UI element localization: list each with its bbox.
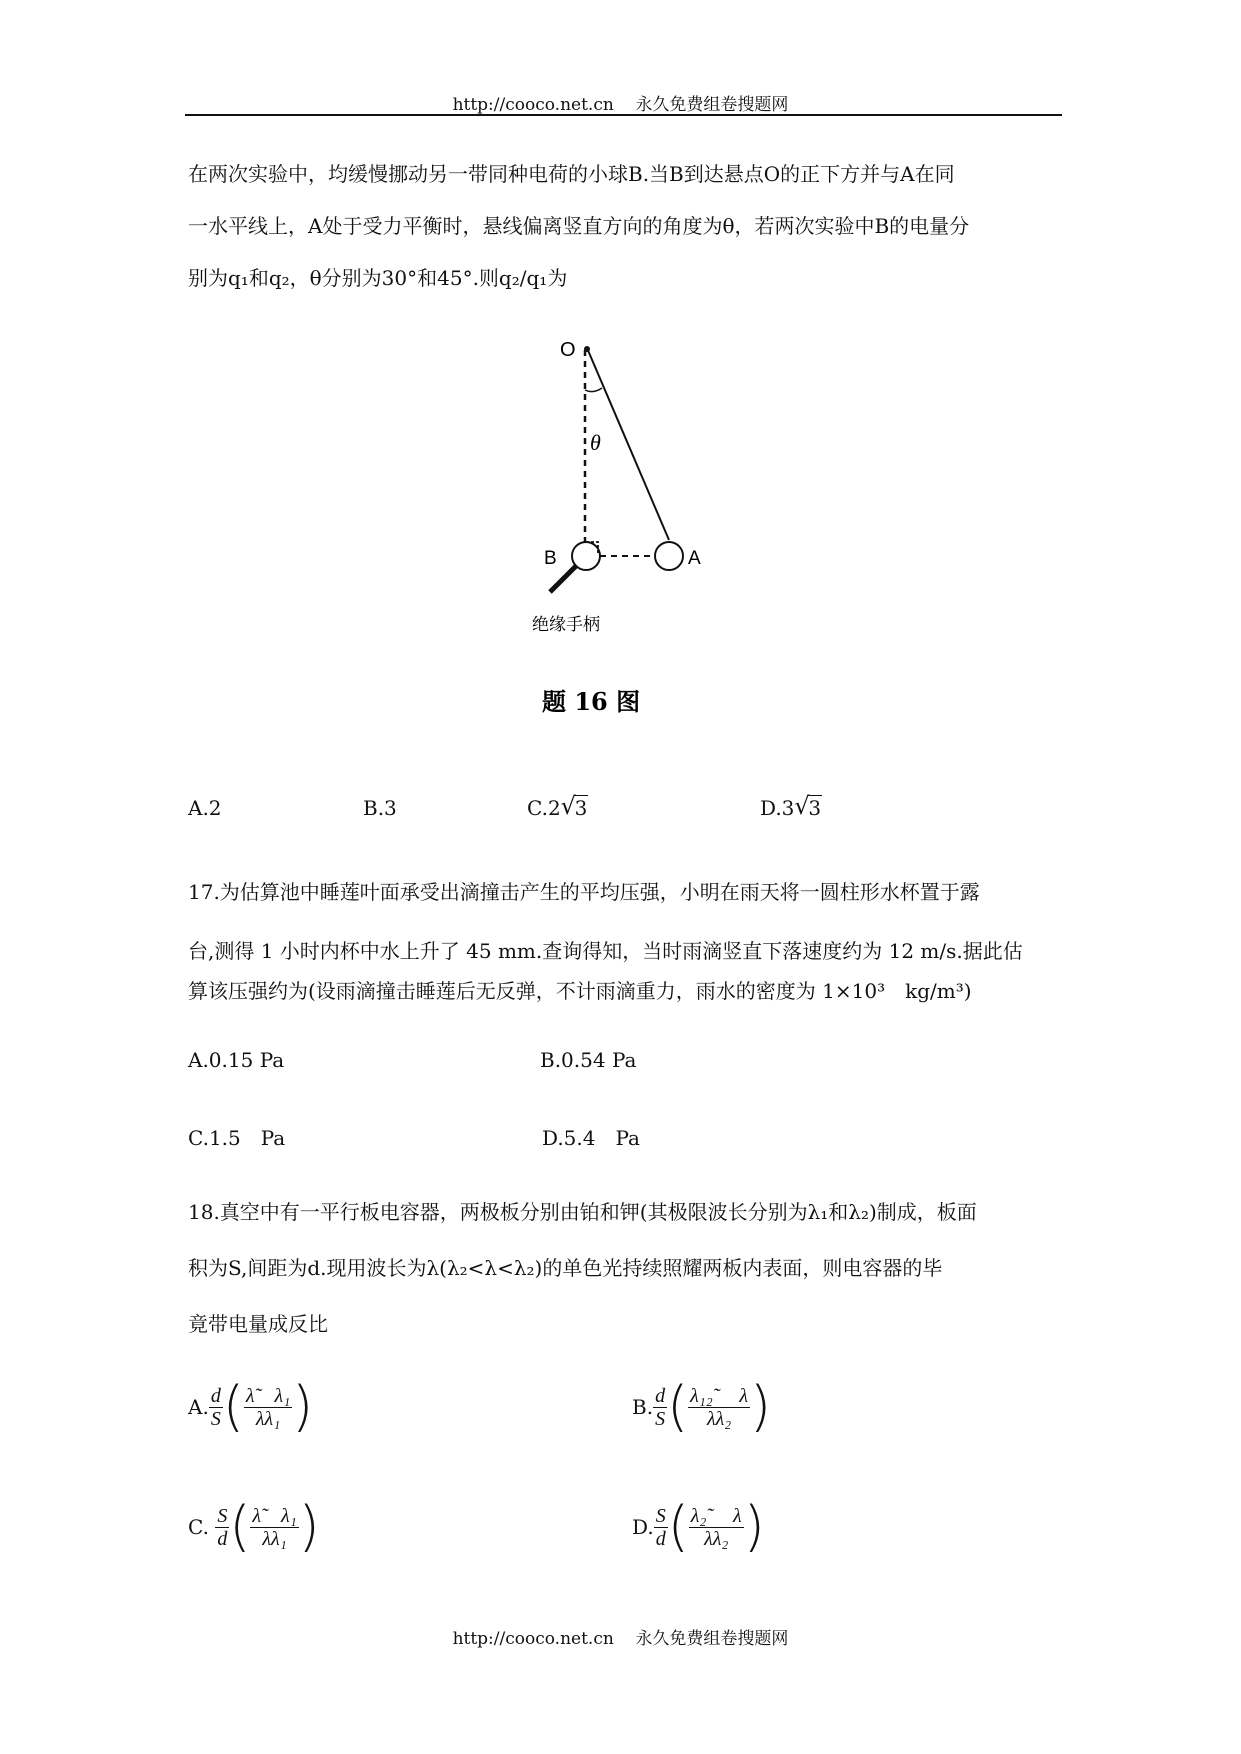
label-theta: θ — [590, 430, 601, 455]
label-a: A — [688, 548, 701, 569]
q16-choice-c[interactable] — [527, 792, 588, 820]
q18-choice-a[interactable] — [188, 1375, 314, 1438]
outer-denominator: d — [655, 1527, 666, 1550]
outer-denominator: S — [655, 1407, 666, 1430]
q18-choice-b[interactable] — [632, 1375, 772, 1438]
inner-fraction — [250, 1505, 298, 1550]
q17-choice-d[interactable]: D.5.4 Pa — [542, 1126, 640, 1150]
outer-fraction — [654, 1505, 668, 1550]
q17-choice-b[interactable]: B.0.54 Pa — [540, 1048, 637, 1072]
q16-choice-d[interactable] — [760, 792, 822, 820]
inner-numerator: λ₂˜ λ — [690, 1504, 742, 1527]
label-o: O — [560, 339, 576, 361]
header-site-url[interactable]: http://cooco.net.cn — [452, 95, 614, 115]
outer-fraction — [209, 1385, 223, 1430]
q16-figure — [520, 330, 740, 730]
q18-choice-d[interactable] — [632, 1495, 765, 1558]
page-header — [0, 90, 1241, 115]
q16-line-1: 在两次实验中，均缓慢挪动另一带同种电荷的小球B.当B到达悬点O的正下方并与A在同 — [188, 162, 955, 186]
outer-fraction — [653, 1385, 667, 1430]
q16-choice-c-prefix: C.2 — [527, 796, 561, 820]
right-paren-icon: ) — [743, 1495, 765, 1558]
choice-letter: C. — [188, 1515, 209, 1539]
q18-choice-c[interactable] — [188, 1495, 320, 1558]
sqrt-icon: √ 3 — [560, 792, 588, 820]
left-paren-icon: ( — [667, 1495, 689, 1558]
inner-numerator: λ₁₂˜ λ — [690, 1384, 749, 1407]
q16-line-3: 别为q₁和q₂，θ分别为30°和45°.则q₂/q₁为 — [188, 266, 568, 290]
page-footer — [0, 1624, 1241, 1649]
header-tagline: 永久免费组卷搜题网 — [635, 95, 789, 115]
header-divider — [185, 114, 1062, 116]
q18-line-1: 18.真空中有一平行板电容器，两极板分别由铂和钾(其极限波长分别为λ₁和λ₂)制成，板面 — [188, 1200, 977, 1224]
left-paren-icon: ( — [222, 1375, 244, 1438]
footer-site-url[interactable]: http://cooco.net.cn — [452, 1629, 614, 1649]
q18-line-3: 竟带电量成反比 — [188, 1312, 328, 1336]
choice-letter: B. — [632, 1395, 654, 1419]
inner-fraction — [244, 1385, 292, 1430]
right-paren-icon: ) — [292, 1375, 314, 1438]
outer-fraction — [215, 1505, 229, 1550]
right-paren-icon: ) — [298, 1495, 320, 1558]
inner-fraction — [689, 1505, 744, 1550]
ball-a — [655, 542, 683, 570]
left-paren-icon: ( — [667, 1375, 689, 1438]
q18-line-2: 积为S,间距为d.现用波长为λ(λ₂<λ<λ₂)的单色光持续照耀两板内表面，则电容器的毕 — [188, 1256, 943, 1280]
choice-letter: D. — [632, 1515, 654, 1539]
inner-numerator: λ̃ λ₁ — [245, 1384, 291, 1407]
q17-line-1: 17.为估算池中睡莲叶面承受出滴撞击产生的平均压强，小明在雨天将一圆柱形水杯置于露 — [188, 880, 980, 904]
q16-choice-d-radicand: 3 — [808, 796, 822, 820]
angle-arc — [585, 388, 602, 392]
q16-choice-b[interactable]: B.3 — [363, 796, 397, 820]
sqrt-icon: √ 3 — [794, 792, 822, 820]
inner-numerator: λ̃ λ₁ — [252, 1504, 297, 1527]
right-paren-icon: ) — [750, 1375, 772, 1438]
ball-b — [572, 542, 600, 570]
left-paren-icon: ( — [229, 1495, 251, 1558]
q17-line-3: 算该压强约为(设雨滴撞击睡莲后无反弹，不计雨滴重力，雨水的密度为 1×10³ kg/m³) — [188, 979, 972, 1003]
q17-choice-a[interactable]: A.0.15 Pa — [188, 1048, 285, 1072]
q17-choice-c[interactable]: C.1.5 Pa — [188, 1126, 286, 1150]
insulated-handle — [550, 566, 576, 592]
outer-denominator: d — [217, 1527, 228, 1550]
inner-denominator: λλ₁ — [255, 1407, 281, 1430]
figure-caption: 题 16 图 — [542, 687, 641, 716]
outer-numerator: S — [217, 1504, 228, 1527]
outer-denominator: S — [210, 1407, 221, 1430]
outer-numerator: S — [655, 1504, 666, 1527]
inner-denominator: λλ₂ — [706, 1407, 732, 1430]
label-b: B — [544, 548, 557, 569]
footer-tagline: 永久免费组卷搜题网 — [635, 1629, 789, 1649]
outer-numerator: d — [210, 1384, 221, 1407]
q17-line-2: 台,测得 1 小时内杯中水上升了 45 mm.查询得知，当时雨滴竖直下落速度约为 12 m/s.据此估 — [188, 939, 1023, 963]
q16-choice-d-prefix: D.3 — [760, 796, 795, 820]
q16-line-2: 一水平线上，A处于受力平衡时，悬线偏离竖直方向的角度为θ，若两次实验中B的电量分 — [188, 214, 970, 238]
pivot-point — [584, 346, 590, 352]
inner-fraction — [688, 1385, 750, 1430]
choice-letter: A. — [188, 1395, 209, 1419]
outer-numerator: d — [655, 1384, 666, 1407]
q16-choice-c-radicand: 3 — [574, 796, 588, 820]
q16-choice-a[interactable]: A.2 — [188, 796, 222, 820]
inner-denominator: λλ₁ — [262, 1527, 287, 1550]
inner-denominator: λλ₂ — [704, 1527, 729, 1550]
handle-label: 绝缘手柄 — [532, 615, 600, 635]
